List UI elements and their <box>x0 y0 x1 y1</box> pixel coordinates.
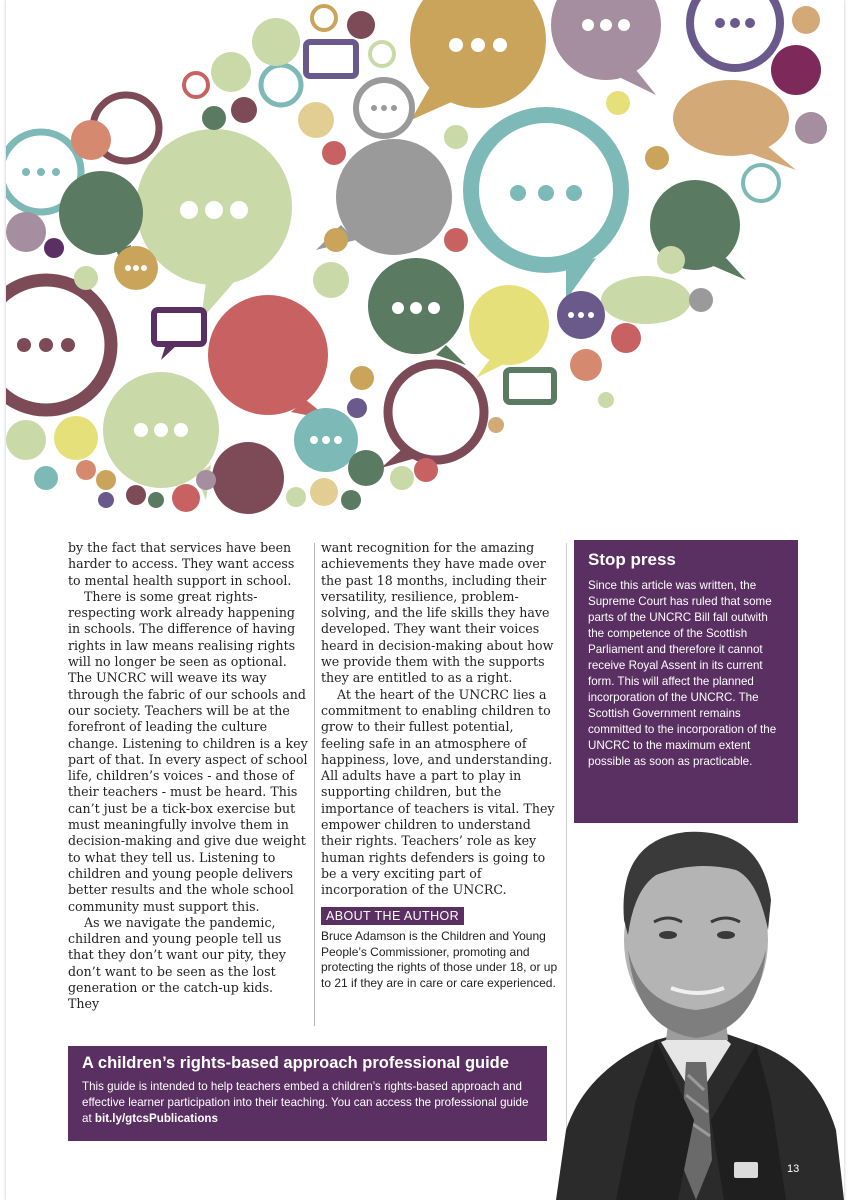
author-portrait <box>546 800 844 1200</box>
guide-title: A children’s rights-based approach professional guide <box>82 1054 509 1072</box>
speech-bubble-icon <box>410 0 546 120</box>
speech-bubble-icon <box>294 408 358 472</box>
article-column-2 <box>321 540 561 992</box>
speech-bubble-icon <box>551 0 661 95</box>
speech-bubble-icon <box>469 285 549 378</box>
guide-description: This guide is intended to help teachers embed a children’s rights-based approach and effective learner participation into their teaching. You can access the professional guide at <box>82 1080 529 1125</box>
speech-bubble-icon <box>381 364 484 468</box>
paragraph: want recognition for the amazing achievements they have made over the past 18 months, including their versatility, resilience, problem-solving, and the life skills they have developed. They want their voices heard in decision-making about how we provide them with the supports they are entitled to as a right. <box>321 540 554 686</box>
about-author-heading: ABOUT THE AUTHOR <box>321 907 464 925</box>
speech-bubble-icon <box>601 276 691 324</box>
page-number: 13 <box>787 1163 800 1175</box>
speech-bubble-icon <box>114 246 158 290</box>
about-author-text: Bruce Adamson is the Children and Young People’s Commissioner, promoting and protecting the rights of those under 18, or up to 21 if they are in care or care experienced. <box>321 928 558 991</box>
stop-press-box <box>574 540 798 823</box>
paragraph: There is some great rights-respecting work already happening in schools. The difference of having rights in law means realising rights will no longer be seen as optional. The UNCRC will weave its way through the fabric of our schools and our society. Teachers will be at the forefront of leading the culture change. Listening to children is a key part of that. In every aspect of school life, children’s voices - and those of their teachers - must be heard. This can’t just be a tick-box exercise but must meaningfully involve them in decision-making and give due weight to what they tell us. Listening to children and young people delivers better results and the whole school community must support this. <box>68 588 308 914</box>
guide-text <box>82 1079 533 1127</box>
paragraph: As we navigate the pandemic, children and young people tell us that they don’t want our pity, they don’t want to be seen as the lost generation or the catch-up kids. They <box>68 914 286 1012</box>
speech-bubble-icon <box>261 65 301 105</box>
stop-press-title: Stop press <box>588 550 676 569</box>
speech-bubble-icon <box>212 442 284 514</box>
speech-bubbles-illustration <box>6 0 844 530</box>
column-divider <box>314 543 315 1026</box>
paragraph: by the fact that services have been harder to access. They want access to mental health support in school. <box>68 540 295 588</box>
speech-bubble-icon <box>136 129 292 320</box>
speech-bubble-icon <box>306 42 356 76</box>
speech-bubble-icon <box>252 18 300 66</box>
speech-bubble-icon <box>208 295 331 420</box>
professional-guide-box <box>68 1046 547 1141</box>
speech-bubble-icon <box>471 115 621 300</box>
paragraph: At the heart of the UNCRC lies a commitment to enabling children to grow to their fullest potential, feeling safe in an atmosphere of happiness, love, and understanding. All adults have a part to play in supporting children, but the importance of teachers is vital. They empower children to understand their rights. Teachers’ role as key human rights defenders is going to be a very exciting part of incorporation of the UNCRC. <box>321 686 555 898</box>
speech-bubble-icon <box>368 258 466 365</box>
speech-bubble-icon <box>6 280 111 410</box>
speech-bubble-icon <box>690 0 780 68</box>
speech-bubble-icon <box>154 310 204 360</box>
guide-link[interactable]: bit.ly/gtcsPublications <box>94 1112 218 1125</box>
stop-press-text: Since this article was written, the Supreme Court has ruled that some parts of the UNCRC Bill fall outwith the competence of the Scottish Parliament and therefore it cannot receive Royal Assent in its current form. This will affect the planned incorporation of the UNCRC. The Scottish Government remains committed to the incorporation of the UNCRC to the maximum extent possible as soon as practicable. <box>588 579 777 768</box>
speech-bubble-icon <box>557 291 605 339</box>
magazine-page <box>6 0 844 1200</box>
speech-bubble-icon <box>506 370 554 402</box>
speech-bubble-icon <box>771 45 821 95</box>
speech-bubble-icon <box>356 80 412 136</box>
article-column-1 <box>68 540 308 1013</box>
speech-bubble-icon <box>673 80 796 170</box>
